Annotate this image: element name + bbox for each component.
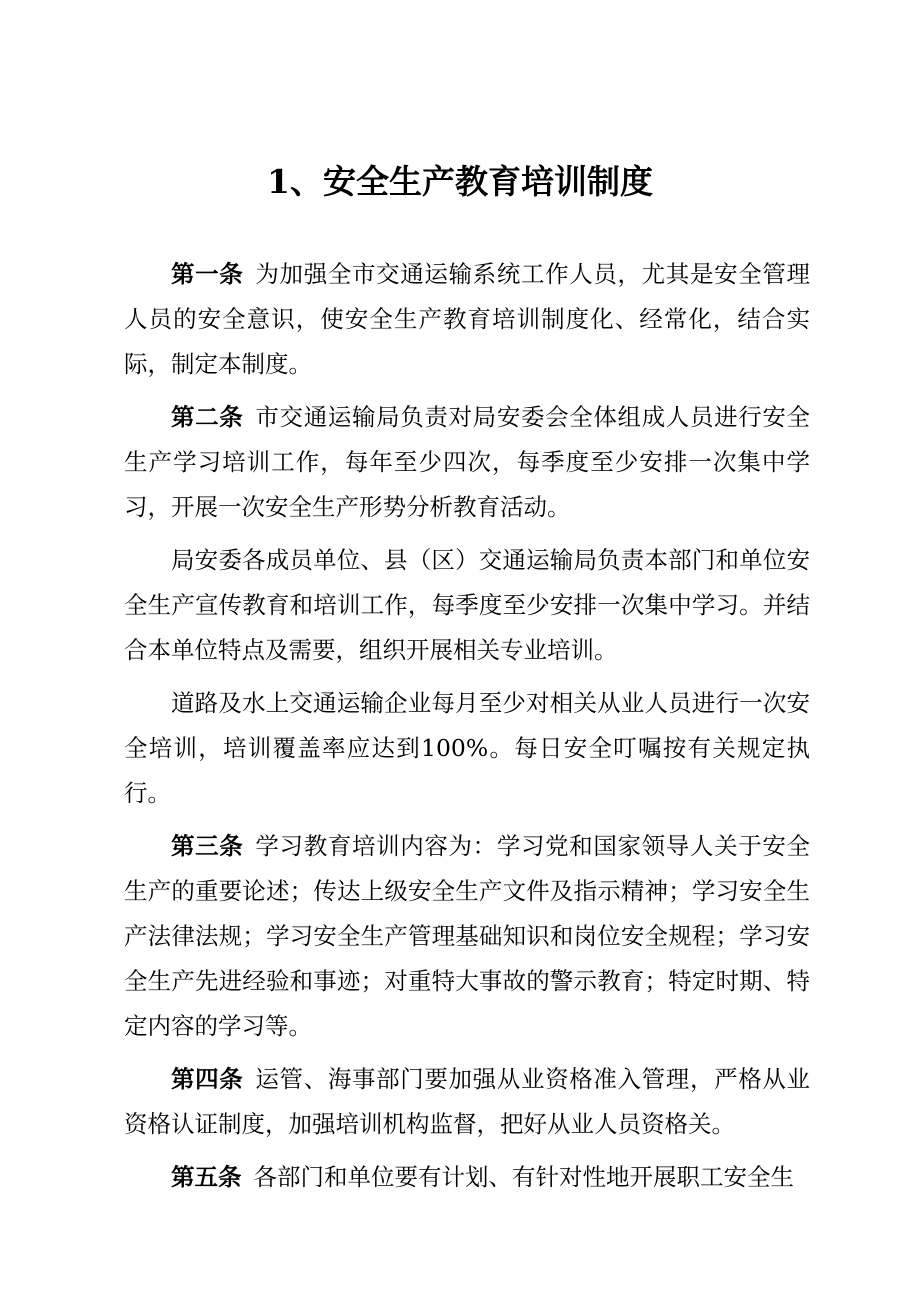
article-label: 第三条 bbox=[171, 832, 244, 860]
article-label: 第二条 bbox=[171, 403, 244, 431]
paragraph-article-1 bbox=[124, 252, 810, 387]
paragraph-text: 局安委各成员单位、县（区）交通运输局负责本部门和单位安全生产宣传教育和培训工作，每季度至少安排一次集中学习。并结合本单位特点及需要，组织开展相关专业培训。 bbox=[124, 546, 810, 664]
paragraph-text: 运管、海事部门要加强从业资格准入管理，严格从业资格认证制度，加强培训机构监督，把好从业人员资格关。 bbox=[124, 1065, 811, 1138]
document-title: 1、安全生产教育培训制度 bbox=[267, 162, 653, 201]
paragraph-member-units bbox=[124, 538, 810, 673]
document-body bbox=[124, 252, 810, 1200]
paragraph-text: 市交通运输局负责对局安委会全体组成人员进行安全生产学习培训工作，每年至少四次，每季度至少安排一次集中学习，开展一次安全生产形势分析教育活动。 bbox=[124, 403, 811, 521]
paragraph-article-5 bbox=[124, 1155, 810, 1200]
paragraph-text: 学习教育培训内容为：学习党和国家领导人关于安全生产的重要论述；传达上级安全生产文件及指示精神；学习安全生产法律法规；学习安全生产管理基础知识和岗位安全规程；学习安全生产先进经验和事迹；对重特大事故的警示教育；特定时期、特定内容的学习等。 bbox=[124, 832, 811, 1040]
paragraph-text: 为加强全市交通运输系统工作人员，尤其是安全管理人员的安全意识，使安全生产教育培训制度化、经常化，结合实际，制定本制度。 bbox=[124, 260, 811, 378]
article-label: 第一条 bbox=[171, 260, 244, 288]
paragraph-text: 道路及水上交通运输企业每月至少对相关从业人员进行一次安全培训，培训覆盖率应达到100%。每日安全叮嘱按有关规定执行。 bbox=[124, 689, 810, 807]
paragraph-article-2 bbox=[124, 395, 810, 530]
article-label: 第四条 bbox=[171, 1065, 244, 1093]
paragraph-text: 各部门和单位要有计划、有针对性地开展职工安全生 bbox=[253, 1163, 794, 1191]
article-label: 第五条 bbox=[171, 1163, 242, 1191]
paragraph-article-3 bbox=[124, 824, 810, 1049]
paragraph-enterprises bbox=[124, 681, 810, 816]
paragraph-article-4 bbox=[124, 1057, 810, 1147]
